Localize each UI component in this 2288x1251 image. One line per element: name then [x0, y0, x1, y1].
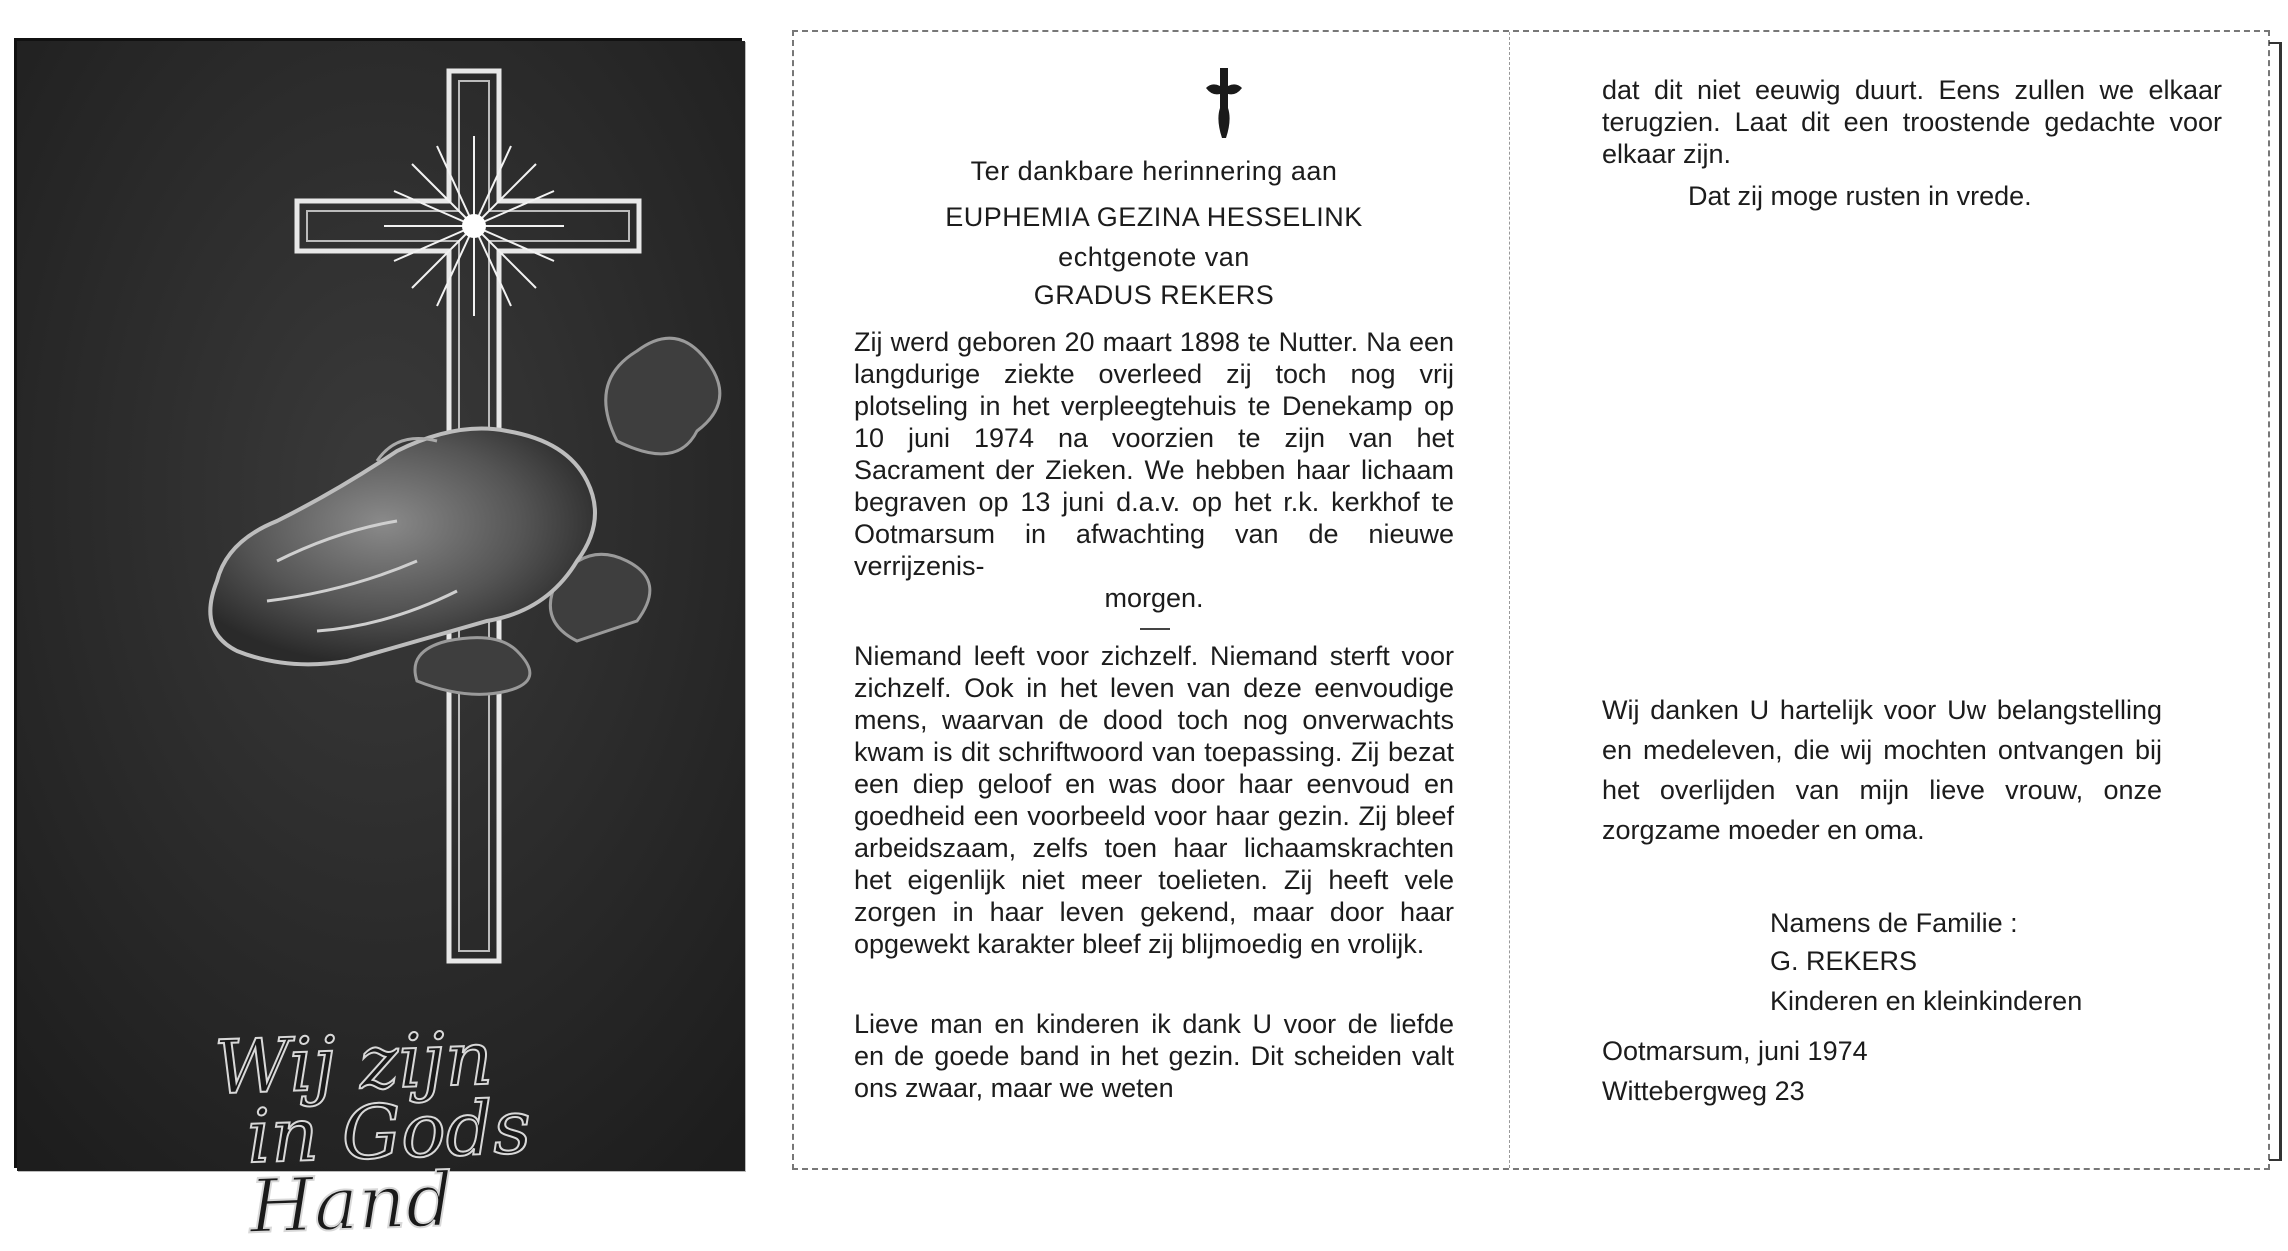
biography-paragraph — [854, 326, 1454, 614]
place-date: Ootmarsum, juni 1974 — [1602, 1036, 1868, 1066]
motto-text — [213, 1015, 640, 1251]
on-behalf-label: Namens de Familie : — [1770, 908, 2018, 938]
reflection-paragraph: Niemand leeft voor zichzelf. Niemand sterft voor zichzelf. Ook in het leven van deze eenvoudige mens, waarvan de dood toch nog onverwachts kwam is dit schriftwoord van toepassing. Zij bezat een diep geloof en was door haar eenvoud en goedheid een voorbeeld voor haar gezin. Zij bleef arbeidszaam, zelfs toen haar lichaamskrachten het eigenlijk niet meer toelieten. Zij heeft vele zorgen in haar leven gekend, maar door haar opgewekt karakter bleef zij blijmoedig en vrolijk. — [854, 641, 1454, 959]
cross-and-hand-illustration — [17, 41, 745, 1171]
farewell-paragraph: Lieve man en kinderen ik dank U voor de liefde en de goede band in het gezin. Dit scheiden valt ons zwaar, maar we weten — [854, 1009, 1454, 1103]
spouse-label: echtgenote van — [1058, 242, 1250, 272]
family-line: Kinderen en kleinkinderen — [1770, 986, 2083, 1016]
address-line: Wittebergweg 23 — [1602, 1076, 1805, 1106]
motto-line-2: in Gods Hand — [245, 1084, 533, 1251]
signer-name: G. REKERS — [1770, 946, 1918, 976]
deceased-name: EUPHEMIA GEZINA HESSELINK — [945, 202, 1363, 232]
small-cross-icon — [1202, 68, 1246, 138]
fold-line — [1509, 32, 1510, 1168]
spouse-name: GRADUS REKERS — [1033, 280, 1275, 310]
farewell-continuation: dat dit niet eeuwig duurt. Eens zullen we elkaar terugzien. Laat dit een troostende gedachte voor elkaar zijn. — [1602, 75, 2222, 169]
motto-line-1: Wij zijn — [213, 1015, 495, 1112]
biography-last-word: morgen. — [1104, 583, 1204, 613]
biography-text: Zij werd geboren 20 maart 1898 te Nutter. Na een langdurige ziekte overleed zij toch nog vrij plotseling in het verpleegtehuis te Denekamp op 10 juni 1974 na voorzien te zijn van het Sacrament der Zieken. We hebben haar lichaam begraven op 13 juni d.a.v. op het r.k. kerkhof te Ootmarsum in afwachting van de nieuwe verrijzenis- — [854, 327, 1454, 581]
intro-line: Ter dankbare herinnering aan — [970, 156, 1338, 186]
memorial-card-inner — [792, 30, 2270, 1170]
card-edge — [2269, 42, 2282, 1161]
memorial-card-front — [14, 38, 742, 1251]
thanks-paragraph: Wij danken U hartelijk voor Uw belangstelling en medeleven, die wij mochten ontvangen bij het overlijden van mijn lieve vrouw, onze zorgzame moeder en oma. — [1602, 695, 2162, 845]
section-divider — [1140, 628, 1170, 630]
rest-in-peace-line: Dat zij moge rusten in vrede. — [1688, 181, 2032, 211]
